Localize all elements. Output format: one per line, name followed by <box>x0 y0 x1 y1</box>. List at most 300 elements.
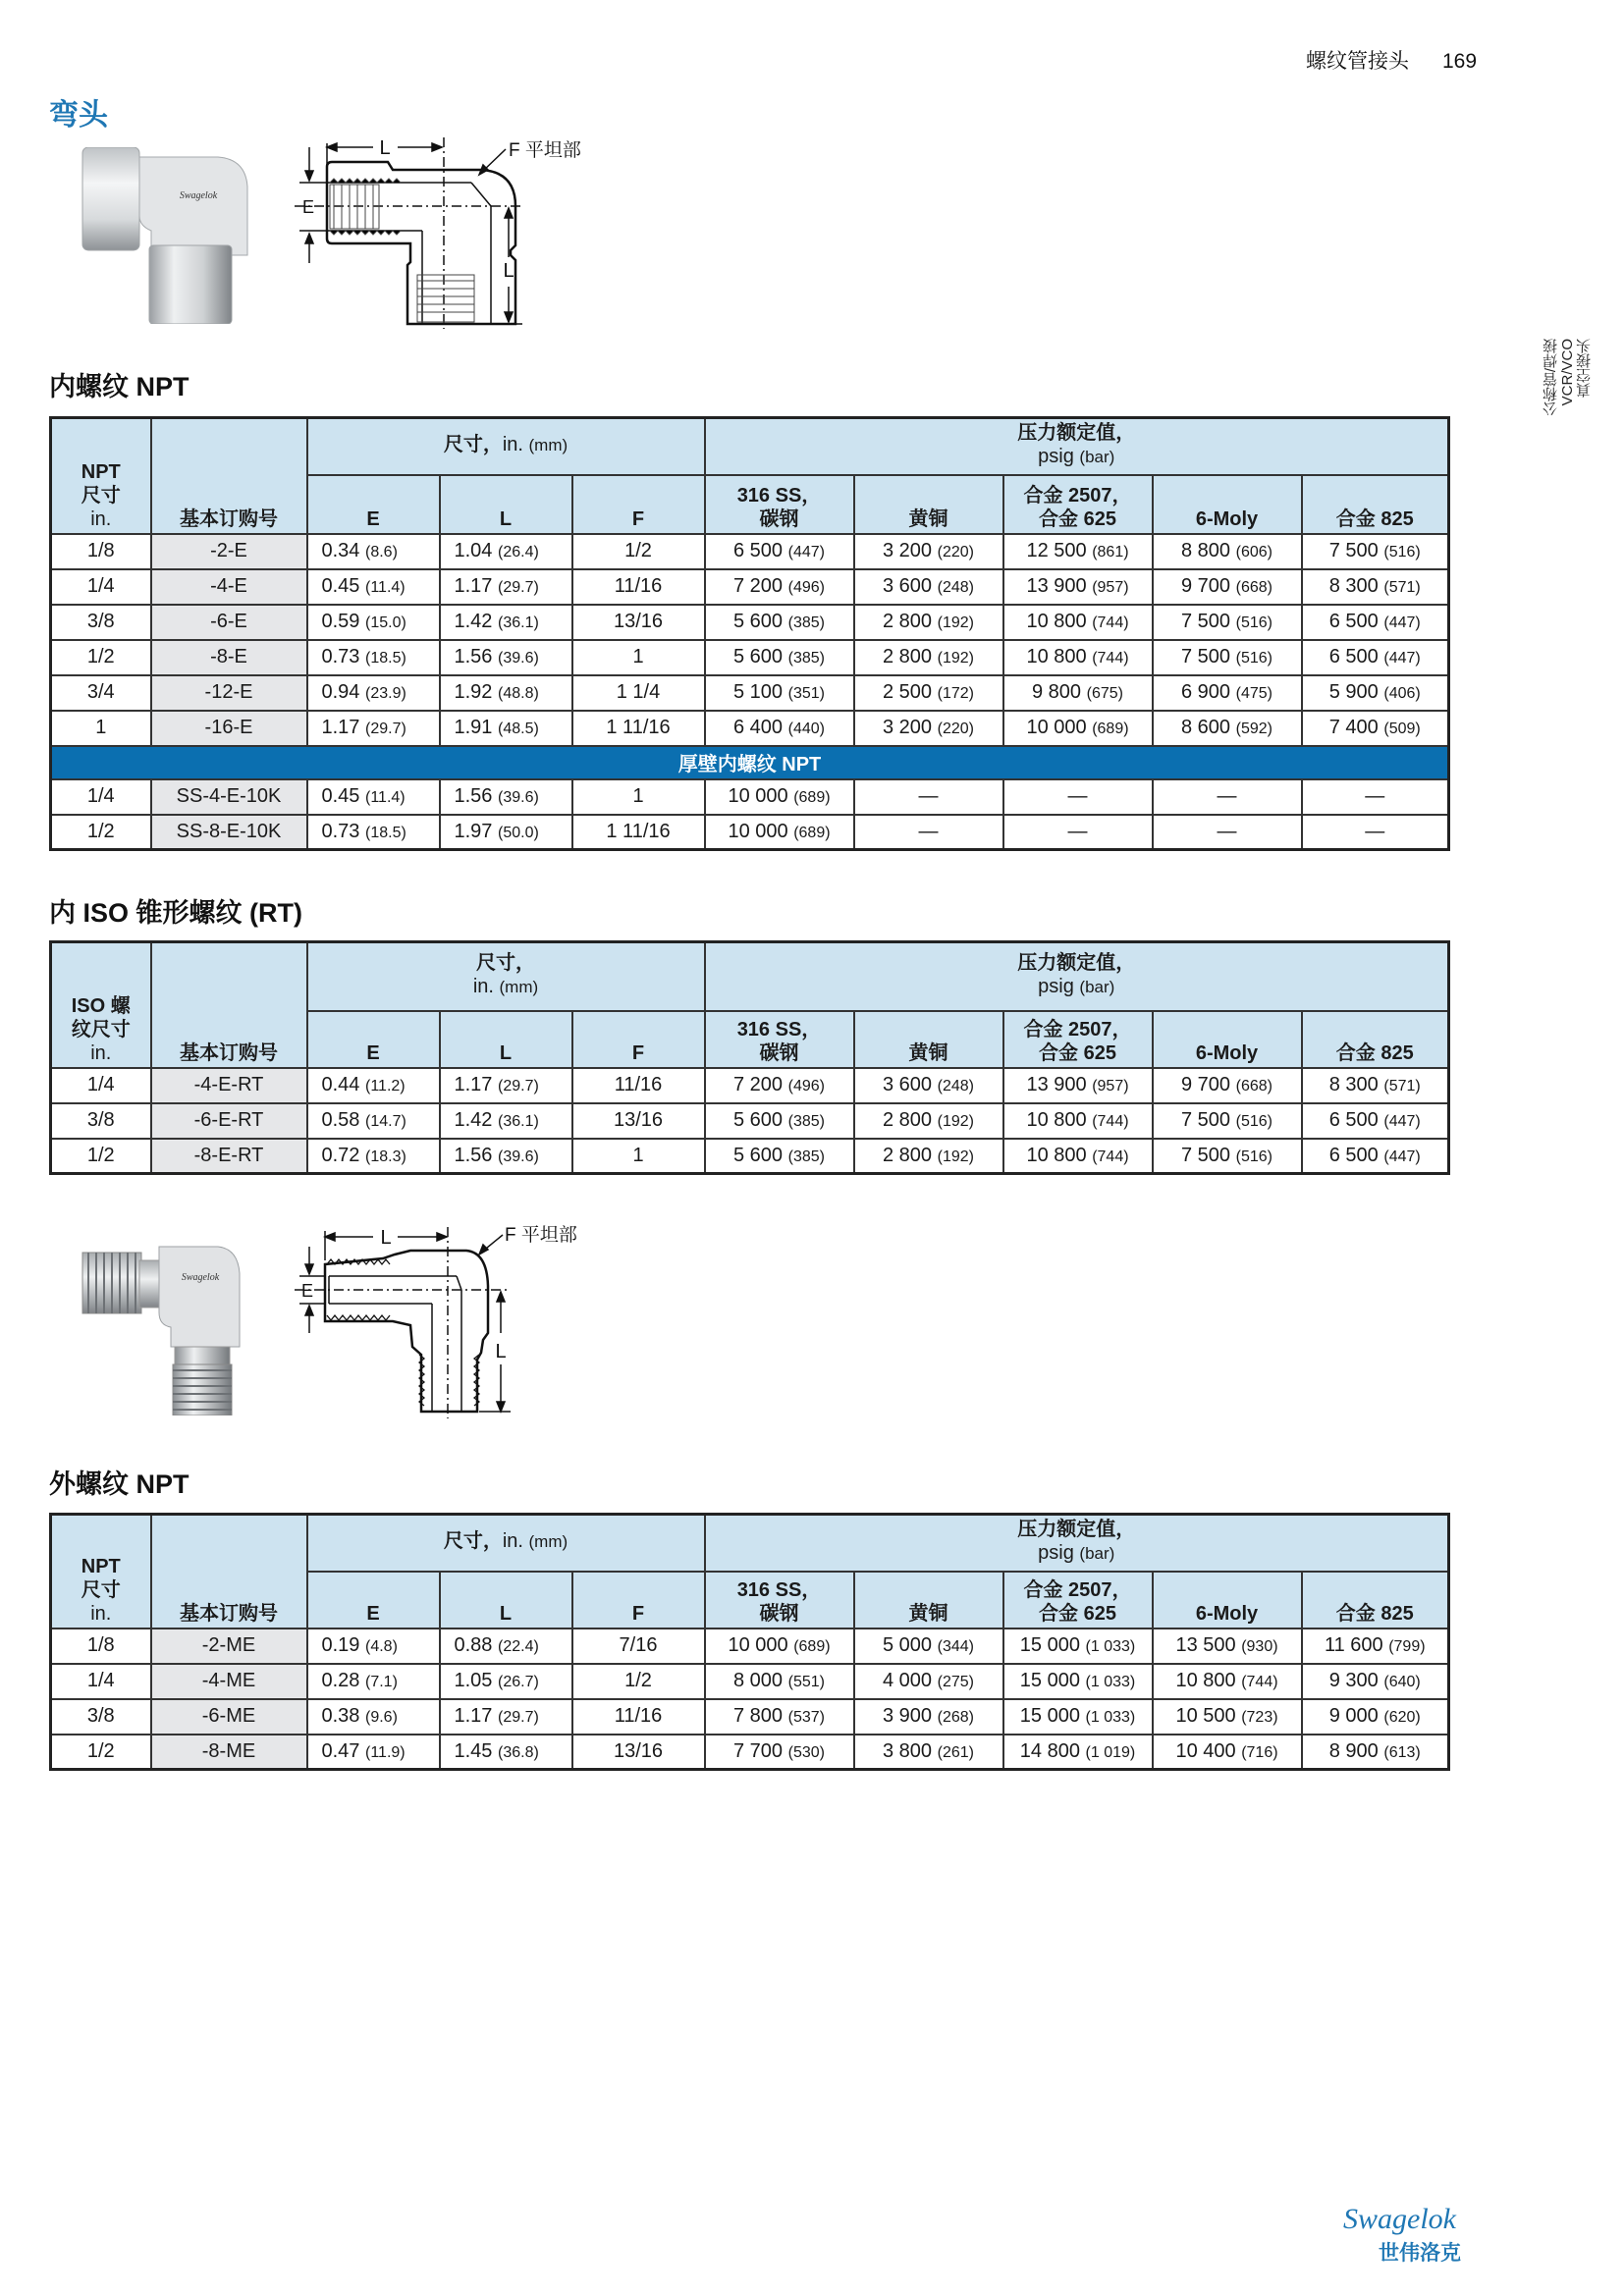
col-header-316ss <box>705 1572 854 1629</box>
col-header-l: L <box>440 1572 572 1629</box>
table-cell <box>854 1068 1003 1103</box>
table-cell <box>705 675 854 711</box>
value-secondary: (744) <box>1092 650 1129 667</box>
value-secondary: (18.3) <box>365 1148 406 1165</box>
value-secondary: (11.2) <box>365 1078 406 1095</box>
header-line: 纹尺寸 <box>71 1018 131 1041</box>
male-elbow-photo <box>81 1239 257 1415</box>
table-cell <box>1302 1699 1449 1735</box>
table-cell <box>307 640 440 675</box>
spec-table-iso-rt <box>49 940 1450 1175</box>
value-secondary: (689) <box>793 789 831 806</box>
value-primary: 7 500 <box>1181 1144 1231 1166</box>
table-cell <box>440 640 572 675</box>
header-unit: (mm) <box>499 978 539 997</box>
table-cell <box>1153 675 1302 711</box>
value-secondary: (385) <box>787 1113 825 1130</box>
col-header-6moly: 6-Moly <box>1153 475 1302 534</box>
table-cell <box>440 815 572 850</box>
value-secondary: (29.7) <box>498 1078 539 1095</box>
header-text: 尺寸， <box>443 434 503 456</box>
cell-part-no: -2-ME <box>151 1629 307 1664</box>
value-secondary: (447) <box>787 544 825 561</box>
value-secondary: (192) <box>937 614 974 631</box>
value-primary: 2 800 <box>883 1109 933 1131</box>
value-secondary: (571) <box>1383 579 1421 596</box>
value-secondary: (351) <box>787 685 825 702</box>
cell-size: 1/2 <box>51 1735 151 1770</box>
header-unit: (bar) <box>1079 448 1115 467</box>
value-secondary: (496) <box>787 1078 825 1095</box>
value-primary: 10 400 <box>1175 1739 1236 1762</box>
value-secondary: (8.6) <box>365 544 398 561</box>
value-primary: 15 000 <box>1019 1705 1080 1727</box>
col-header-f: F <box>572 1011 705 1068</box>
value-primary: 8 300 <box>1328 1074 1379 1095</box>
cell-size: 3/4 <box>51 675 151 711</box>
brand-mark: Swagelok <box>179 190 218 201</box>
value-secondary: (1 033) <box>1085 1638 1136 1655</box>
value-primary: 12 500 <box>1026 540 1087 561</box>
table-cell <box>1302 1629 1449 1664</box>
table-cell <box>1003 711 1153 746</box>
cell-size: 3/8 <box>51 605 151 640</box>
value-primary: 2 500 <box>883 681 933 703</box>
value-primary: 1.04 <box>454 540 493 561</box>
value-secondary: (48.8) <box>498 685 539 702</box>
col-header-f: F <box>572 475 705 534</box>
table-cell <box>1153 1103 1302 1139</box>
col-header-e: E <box>307 1572 440 1629</box>
value-primary: 0.34 <box>321 540 360 561</box>
col-header-alloy2507 <box>1003 1011 1153 1068</box>
table-row <box>51 1629 1449 1664</box>
table-row <box>51 1068 1449 1103</box>
cell-part-no: SS-4-E-10K <box>151 779 307 815</box>
table-cell <box>307 1068 440 1103</box>
table-cell <box>1153 605 1302 640</box>
table-cell <box>307 1139 440 1174</box>
header-text: 压力额定值， <box>1017 1519 1136 1541</box>
value-secondary: (1 033) <box>1085 1674 1136 1690</box>
value-secondary: (640) <box>1383 1674 1421 1690</box>
value-secondary: (14.7) <box>365 1113 406 1130</box>
value-primary: 7 500 <box>1181 611 1231 632</box>
table-cell <box>440 1068 572 1103</box>
table-cell <box>307 1664 440 1699</box>
table-cell <box>705 1103 854 1139</box>
section-title: 内 ISO 锥形螺纹 (RT) <box>49 898 302 928</box>
table-cell: 13/16 <box>572 1735 705 1770</box>
table-cell: 13/16 <box>572 1103 705 1139</box>
value-primary: 10 800 <box>1026 646 1087 667</box>
cell-part-no: -2-E <box>151 534 307 569</box>
table-cell <box>1302 1139 1449 1174</box>
table-cell: 1 11/16 <box>572 711 705 746</box>
col-header-l: L <box>440 1011 572 1068</box>
header-line: 合金 2507， <box>1023 1018 1132 1041</box>
value-secondary: (475) <box>1235 685 1272 702</box>
value-primary: 3 600 <box>883 575 933 597</box>
value-primary: 3 800 <box>883 1739 933 1762</box>
value-secondary: (744) <box>1092 614 1129 631</box>
table-cell <box>1153 1664 1302 1699</box>
value-primary: 1.45 <box>454 1739 493 1762</box>
value-primary: 1.56 <box>454 646 493 667</box>
dim-label-l: L <box>379 137 391 159</box>
cell-part-no: -6-E <box>151 605 307 640</box>
table-cell <box>1153 1068 1302 1103</box>
value-secondary: (799) <box>1388 1638 1426 1655</box>
table-row <box>51 1103 1449 1139</box>
value-primary: 0.44 <box>321 1074 360 1095</box>
table-cell <box>1302 605 1449 640</box>
value-primary: 1.17 <box>454 575 493 597</box>
col-header-6moly: 6-Moly <box>1153 1011 1302 1068</box>
table-cell <box>1153 1629 1302 1664</box>
table-cell <box>854 711 1003 746</box>
header-unit: psig <box>1038 446 1074 468</box>
value-secondary: (11.4) <box>365 789 406 806</box>
table-cell <box>1003 569 1153 605</box>
dim-label-l: L <box>380 1227 392 1249</box>
value-secondary: (50.0) <box>498 824 539 841</box>
table-cell: 1 <box>572 1139 705 1174</box>
value-secondary: (11.4) <box>365 579 406 596</box>
cell-size: 1/2 <box>51 640 151 675</box>
header-unit: (bar) <box>1079 978 1115 997</box>
value-secondary: (447) <box>1383 1113 1421 1130</box>
cell-size: 1/2 <box>51 815 151 850</box>
table-cell <box>307 1735 440 1770</box>
value-secondary: (192) <box>937 1113 974 1130</box>
dim-label-e: E <box>301 197 315 217</box>
header-line: 碳钢 <box>759 1041 799 1064</box>
value-primary: 7 700 <box>733 1739 784 1762</box>
header-line: in. <box>90 1602 112 1625</box>
value-primary: 7 500 <box>1181 646 1231 667</box>
value-secondary: (516) <box>1235 650 1272 667</box>
header-line: 碳钢 <box>759 507 799 530</box>
value-secondary: (668) <box>1235 579 1272 596</box>
table-cell: 13/16 <box>572 605 705 640</box>
header-line: 碳钢 <box>759 1602 799 1625</box>
page-title: 弯头 <box>49 99 108 132</box>
value-primary: 0.38 <box>321 1705 360 1727</box>
value-secondary: (516) <box>1383 544 1421 561</box>
value-secondary: (385) <box>787 614 825 631</box>
cell-part-no: -8-ME <box>151 1735 307 1770</box>
table-row <box>51 675 1449 711</box>
table-cell <box>307 534 440 569</box>
value-primary: 1.91 <box>454 717 493 738</box>
value-secondary: (268) <box>937 1709 974 1726</box>
header-unit: psig <box>1038 976 1074 998</box>
value-primary: 1.56 <box>454 1144 493 1166</box>
male-elbow-diagram <box>295 1217 609 1443</box>
value-primary: 5 100 <box>733 681 784 703</box>
header-unit: (mm) <box>528 1532 568 1552</box>
value-primary: 8 900 <box>1328 1739 1379 1762</box>
table-cell: 11/16 <box>572 1068 705 1103</box>
brand-mark: Swagelok <box>181 1272 220 1283</box>
table-cell <box>705 1629 854 1664</box>
value-primary: 0.73 <box>321 646 360 667</box>
table-cell <box>1003 1699 1153 1735</box>
value-primary: 0.28 <box>321 1670 360 1691</box>
value-secondary: (39.6) <box>498 650 539 667</box>
value-primary: 10 800 <box>1026 1109 1087 1131</box>
header-line: 合金 625 <box>1039 1602 1116 1625</box>
value-primary: 15 000 <box>1019 1634 1080 1656</box>
cell-size: 1/4 <box>51 779 151 815</box>
value-secondary: (18.5) <box>365 650 406 667</box>
value-primary: 3 600 <box>883 1074 933 1095</box>
cell-size: 1/8 <box>51 534 151 569</box>
swagelok-logo <box>1341 2199 1489 2268</box>
value-primary: 10 800 <box>1175 1670 1236 1691</box>
value-primary: 5 900 <box>1328 681 1379 703</box>
header-unit: (mm) <box>528 436 568 455</box>
header-line: 合金 2507， <box>1023 484 1132 507</box>
table-cell: 11/16 <box>572 569 705 605</box>
value-primary: 10 000 <box>728 1634 788 1656</box>
value-primary: 6 500 <box>1328 646 1379 667</box>
col-header-alloy825: 合金 825 <box>1302 475 1449 534</box>
table-cell <box>440 1103 572 1139</box>
header-line: 合金 2507， <box>1023 1578 1132 1601</box>
value-secondary: (7.1) <box>365 1674 398 1690</box>
cell-part-no: -4-ME <box>151 1664 307 1699</box>
cell-size: 1 <box>51 711 151 746</box>
value-secondary: (861) <box>1092 544 1129 561</box>
header-line: 尺寸 <box>81 1578 121 1601</box>
value-secondary: (39.6) <box>498 1148 539 1165</box>
col-header-alloy825: 合金 825 <box>1302 1572 1449 1629</box>
value-primary: 0.45 <box>321 575 360 597</box>
table-cell <box>1302 1103 1449 1139</box>
col-group-pressure <box>705 418 1449 475</box>
table-cell <box>854 1139 1003 1174</box>
table-cell <box>440 1139 572 1174</box>
dim-label-l: L <box>495 1341 507 1362</box>
value-secondary: (9.6) <box>365 1709 398 1726</box>
value-secondary: (613) <box>1383 1743 1421 1761</box>
side-tab-line: 公称管/焊接 <box>1543 339 1559 417</box>
value-primary: 14 800 <box>1019 1739 1080 1762</box>
table-row <box>51 1735 1449 1770</box>
spec-table-female-npt <box>49 416 1450 851</box>
subsection-band <box>51 746 1449 779</box>
col-header-f: F <box>572 1572 705 1629</box>
value-secondary: (516) <box>1235 614 1272 631</box>
value-primary: 1.42 <box>454 1109 493 1131</box>
table-cell <box>307 569 440 605</box>
table-cell: 7/16 <box>572 1629 705 1664</box>
table-cell <box>1003 1103 1153 1139</box>
value-secondary: (957) <box>1092 579 1129 596</box>
table-cell <box>854 1664 1003 1699</box>
header-line: ISO 螺 <box>71 994 131 1017</box>
value-primary: 8 000 <box>733 1670 784 1691</box>
value-primary: 15 000 <box>1019 1670 1080 1691</box>
value-secondary: (668) <box>1235 1078 1272 1095</box>
table-cell <box>1003 640 1153 675</box>
header-unit: in. <box>502 434 523 456</box>
value-primary: 7 400 <box>1328 717 1379 738</box>
table-row <box>51 779 1449 815</box>
value-secondary: (385) <box>787 1148 825 1165</box>
value-secondary: (1 019) <box>1085 1743 1136 1761</box>
col-header-alloy825: 合金 825 <box>1302 1011 1449 1068</box>
value-secondary: (275) <box>937 1674 974 1690</box>
header-line: 合金 625 <box>1039 1041 1116 1064</box>
value-primary: 1.05 <box>454 1670 493 1691</box>
table-row <box>51 1664 1449 1699</box>
value-secondary: (11.9) <box>365 1743 406 1761</box>
table-cell <box>1153 1699 1302 1735</box>
table-cell <box>854 1735 1003 1770</box>
table-row <box>51 569 1449 605</box>
cell-part-no: -8-E-RT <box>151 1139 307 1174</box>
side-tab <box>1543 339 1608 427</box>
header-unit: psig <box>1038 1542 1074 1565</box>
value-primary: 0.59 <box>321 611 360 632</box>
value-primary: 5 600 <box>733 1109 784 1131</box>
cell-size: 1/8 <box>51 1629 151 1664</box>
value-secondary: (248) <box>937 1078 974 1095</box>
value-primary: 2 800 <box>883 646 933 667</box>
value-secondary: (530) <box>787 1743 825 1761</box>
col-header-brass: 黄铜 <box>854 1572 1003 1629</box>
value-secondary: (716) <box>1241 1743 1278 1761</box>
value-secondary: (571) <box>1383 1078 1421 1095</box>
col-header-part-no: 基本订购号 <box>151 1515 307 1629</box>
logo-en: Swagelok <box>1343 2203 1456 2235</box>
col-header-part-no: 基本订购号 <box>151 942 307 1068</box>
table-cell <box>440 1735 572 1770</box>
col-group-pressure <box>705 1515 1449 1572</box>
header-line: 316 SS， <box>736 1578 822 1601</box>
table-cell: 1 1/4 <box>572 675 705 711</box>
value-secondary: (537) <box>787 1709 825 1726</box>
table-cell: 1 <box>572 779 705 815</box>
value-secondary: (261) <box>937 1743 974 1761</box>
table-cell <box>705 1664 854 1699</box>
table-cell <box>854 605 1003 640</box>
table-cell <box>1302 1664 1449 1699</box>
cell-size: 3/8 <box>51 1103 151 1139</box>
col-group-dimensions <box>307 942 705 1011</box>
table-cell: — <box>1003 779 1153 815</box>
table-cell <box>1003 1629 1153 1664</box>
col-header-part-no: 基本订购号 <box>151 418 307 534</box>
value-secondary: (36.8) <box>498 1743 539 1761</box>
value-primary: 6 500 <box>733 540 784 561</box>
table-cell <box>854 534 1003 569</box>
cell-size: 1/2 <box>51 1139 151 1174</box>
value-primary: 6 500 <box>1328 611 1379 632</box>
header-line: 尺寸 <box>81 484 121 507</box>
table-body <box>51 1629 1449 1770</box>
table-cell <box>440 1699 572 1735</box>
col-group-dimensions <box>307 418 705 475</box>
value-secondary: (29.7) <box>498 1709 539 1726</box>
table-cell <box>307 1103 440 1139</box>
value-primary: 5 600 <box>733 611 784 632</box>
value-secondary: (29.7) <box>365 721 406 737</box>
table-cell <box>1302 1068 1449 1103</box>
col-header-brass: 黄铜 <box>854 1011 1003 1068</box>
cell-part-no: -6-E-RT <box>151 1103 307 1139</box>
subsection-band-label: 厚壁内螺纹 NPT <box>51 746 1449 779</box>
value-secondary: (440) <box>787 721 825 737</box>
value-secondary: (36.1) <box>498 614 539 631</box>
table-cell <box>705 815 854 850</box>
value-primary: 6 500 <box>1328 1144 1379 1166</box>
value-secondary: (930) <box>1241 1638 1278 1655</box>
value-primary: 9 800 <box>1032 681 1082 703</box>
side-tab-line: VCR/VCO <box>1559 339 1576 406</box>
table-cell <box>1302 1735 1449 1770</box>
value-primary: 10 000 <box>1026 717 1087 738</box>
table-cell <box>1153 534 1302 569</box>
value-primary: 2 800 <box>883 1144 933 1166</box>
value-primary: 7 200 <box>733 575 784 597</box>
section-title: 内螺纹 NPT <box>49 372 189 401</box>
header-line: in. <box>90 507 112 530</box>
spec-table-male-npt <box>49 1513 1450 1771</box>
value-primary: 1.56 <box>454 785 493 807</box>
cell-part-no: -6-ME <box>151 1699 307 1735</box>
value-secondary: (220) <box>937 721 974 737</box>
value-primary: 9 300 <box>1328 1670 1379 1691</box>
value-secondary: (344) <box>937 1638 974 1655</box>
header-line: NPT <box>81 1555 121 1577</box>
value-primary: 2 800 <box>883 611 933 632</box>
value-secondary: (22.4) <box>498 1638 539 1655</box>
col-header-size <box>51 1515 151 1629</box>
value-primary: 13 900 <box>1026 575 1087 597</box>
value-secondary: (509) <box>1383 721 1421 737</box>
table-body <box>51 534 1449 850</box>
table-cell: — <box>854 815 1003 850</box>
table-cell <box>854 569 1003 605</box>
value-secondary: (447) <box>1383 614 1421 631</box>
table-cell <box>440 779 572 815</box>
table-row <box>51 640 1449 675</box>
header-line: 合金 625 <box>1039 507 1116 530</box>
female-elbow-photo <box>81 147 257 324</box>
table-cell: — <box>1302 779 1449 815</box>
value-secondary: (592) <box>1235 721 1272 737</box>
value-secondary: (406) <box>1383 685 1421 702</box>
table-cell: — <box>1302 815 1449 850</box>
table-cell <box>1153 711 1302 746</box>
value-primary: 6 900 <box>1181 681 1231 703</box>
table-cell: — <box>854 779 1003 815</box>
value-secondary: (26.4) <box>498 544 539 561</box>
table-cell <box>705 711 854 746</box>
cell-part-no: -4-E <box>151 569 307 605</box>
table-cell <box>440 675 572 711</box>
col-header-size <box>51 942 151 1068</box>
running-head-section: 螺纹管接头 <box>1306 50 1409 73</box>
col-header-316ss <box>705 1011 854 1068</box>
header-unit: in. <box>472 976 494 998</box>
value-primary: 1.17 <box>454 1074 493 1095</box>
value-primary: 5 600 <box>733 1144 784 1166</box>
